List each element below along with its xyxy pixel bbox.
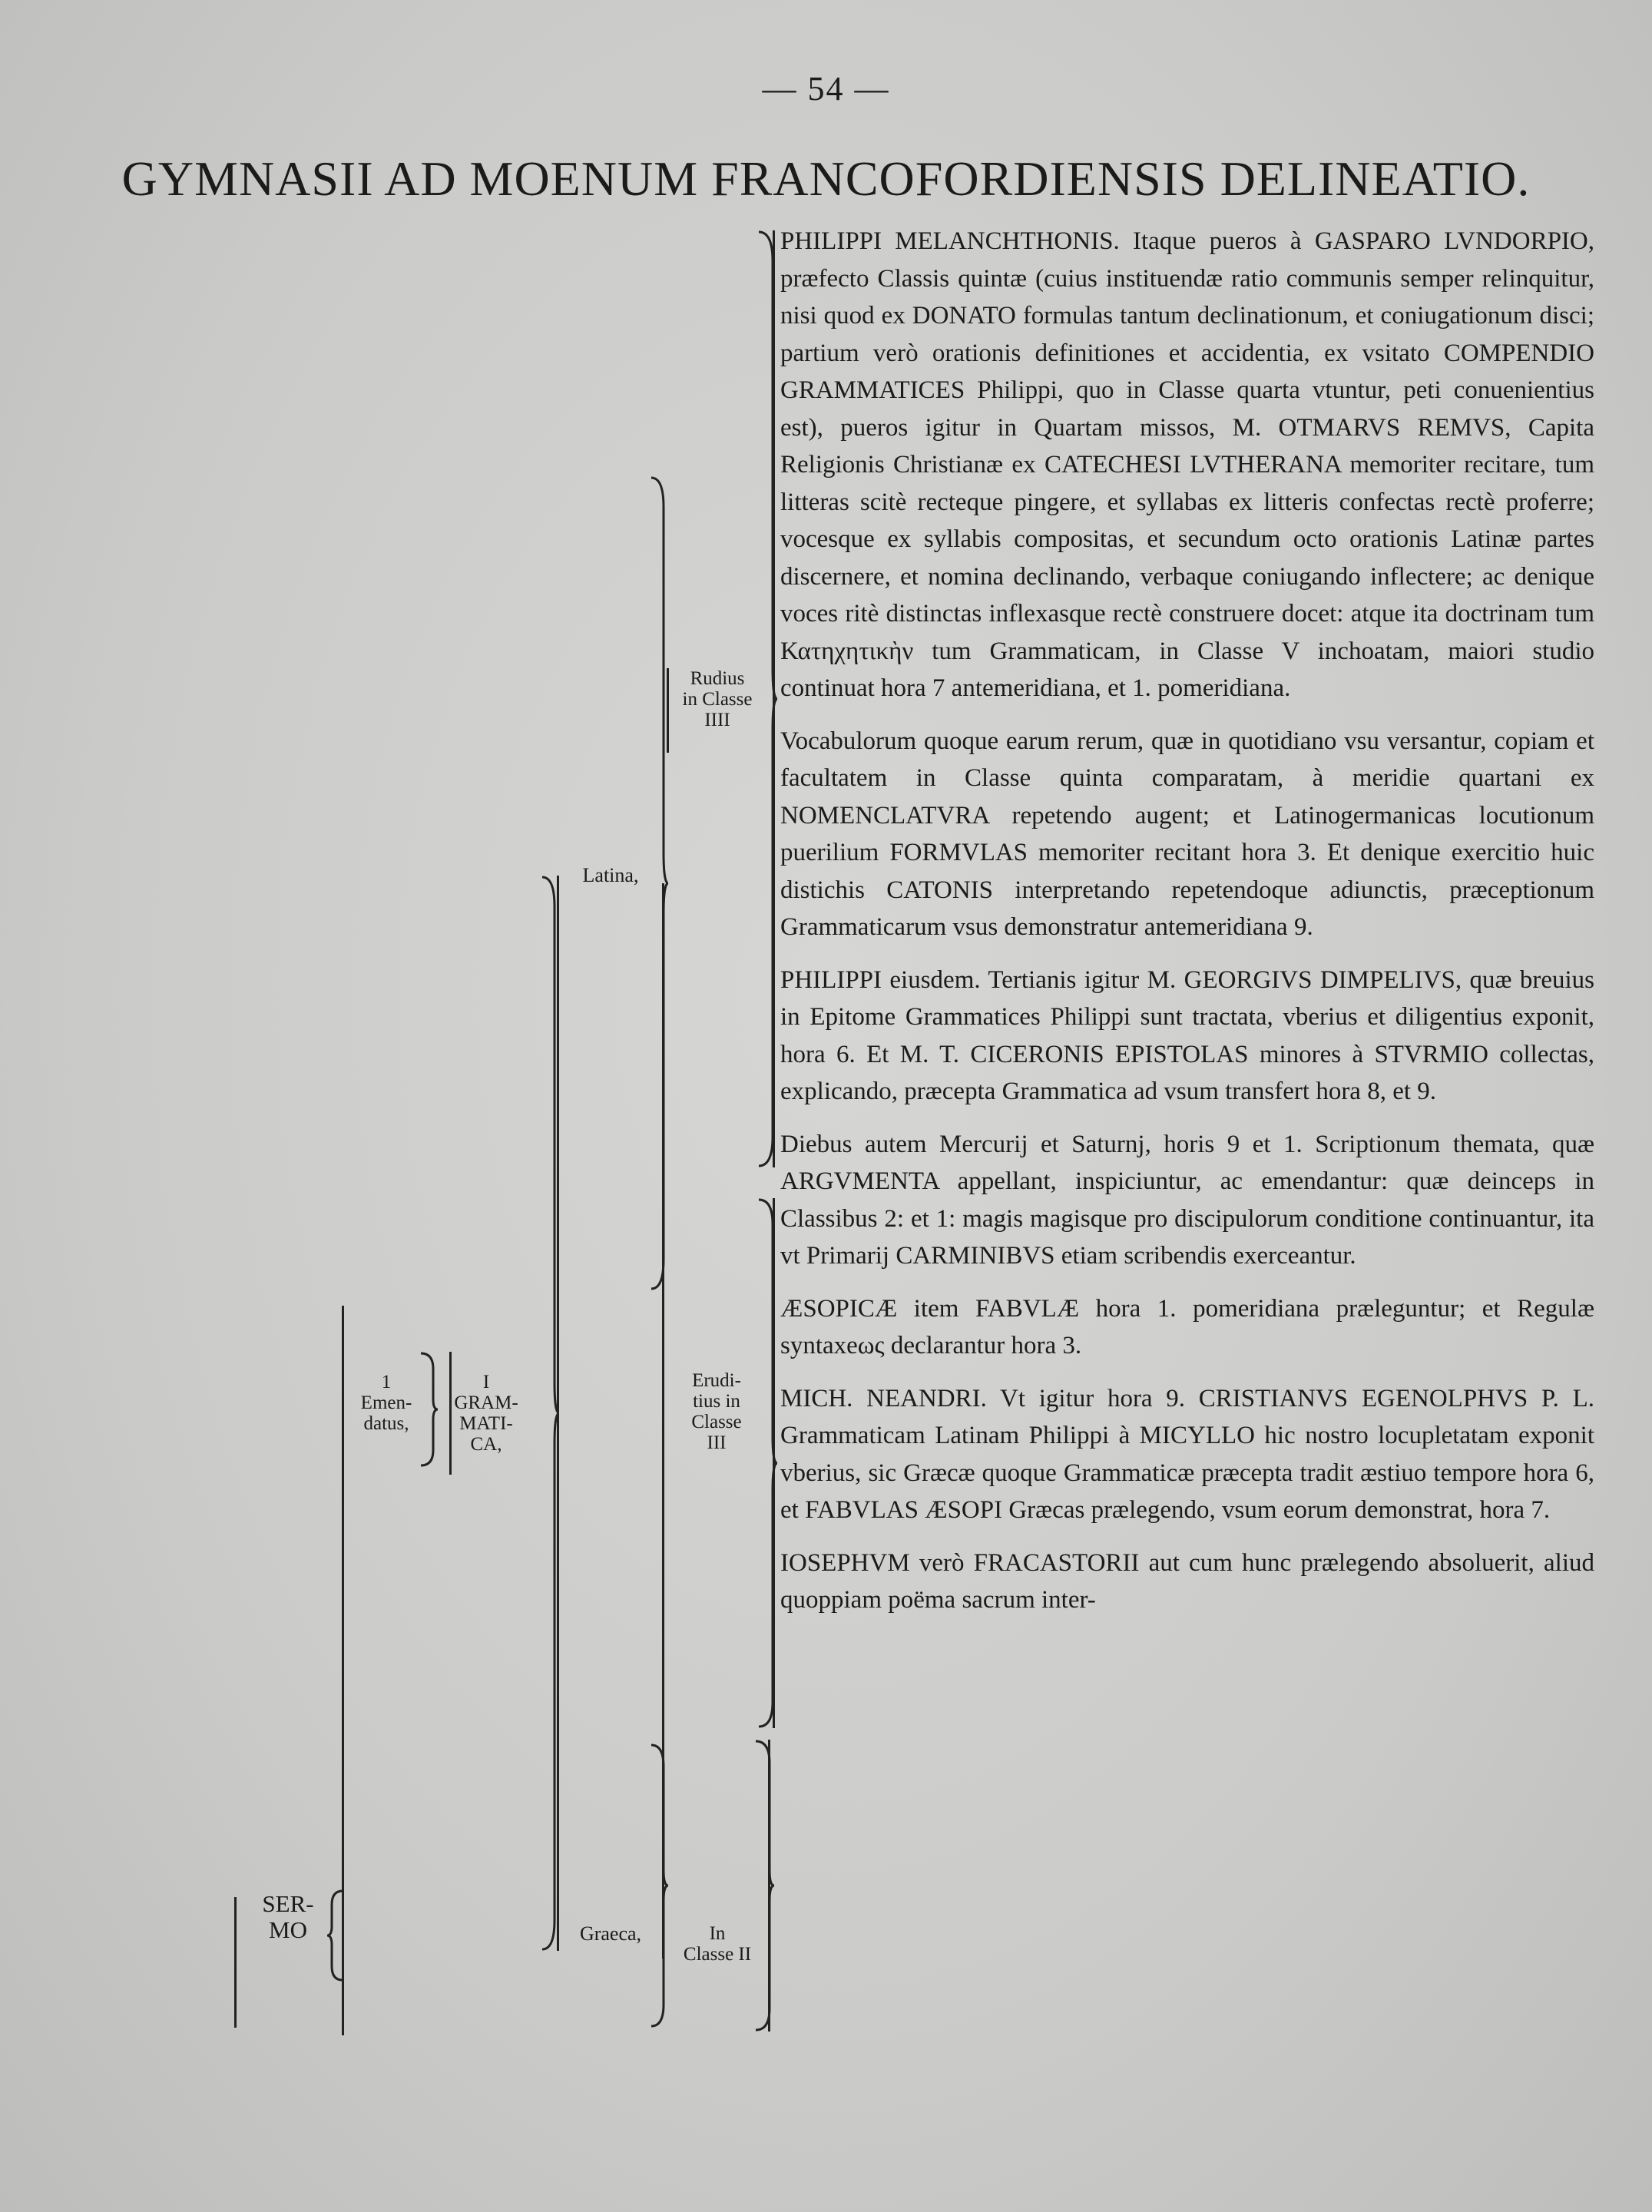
brace-graeca <box>650 1743 668 2028</box>
brace-grammatica <box>541 876 559 1951</box>
paragraph-diebus: Diebus autem Mercurij et Saturnj, horis 9 et 1. Scriptionum themata, quæ ARGVMENTA appellant, inspiciuntur, ac emendantur: quæ deinceps in Classibus 2: et 1: magis magisque pro discipulorum conditione continuantur, ita vt Primarij CARMINIBVS etiam scribendis exerceantur. <box>780 1130 1594 1270</box>
tree-label-latina: Latina, <box>582 864 639 886</box>
paragraph-neandri: MICH. NEANDRI. Vt igitur hora 9. CRISTIANVS EGENOLPHVS P. L. Grammaticam Latinam Philippi à MICYLLO hic nostro locupletatam exponit vberius, sic Græcæ quoque Grammaticæ præcepta tradit æstiuo tempore hora 6, et FABVLAS ÆSOPI Græcas prælegendo, vsum eorum demonstrat, hora 7. <box>780 1384 1594 1524</box>
paragraph-philippi-eiusdem: PHILIPPI eiusdem. Tertianis igitur M. GEORGIVS DIMPELIVS, quæ breuius in Epitome Grammatices Philippi sunt tractata, vberius et diligentius exponit, hora 6. Et M. T. CICERONIS EPISTOLAS minores à STVRMIO collectas, explicando, præcepta Grammatica ad vsum transfert hora 8, et 9. <box>780 965 1594 1105</box>
brace-eruditius <box>757 1198 777 1728</box>
paragraph-fracastorii: IOSEPHVM verò FRACASTORII aut cum hunc prælegendo absoluerit, aliud quoppiam poëma sacrum inter- <box>780 1548 1594 1614</box>
brace-latina <box>650 476 668 1290</box>
brace-emendatus <box>419 1352 438 1467</box>
tree-label-in-classe-ii: In Classe II <box>683 1923 752 1965</box>
tree-label-emendatus: 1 Emen- datus, <box>360 1372 412 1434</box>
brace-rudius <box>757 230 777 1167</box>
tree-rule-sermo <box>234 1897 237 2028</box>
brace-sermo <box>327 1889 346 1982</box>
tree-label-grammatica: I GRAM- MATI- CA, <box>454 1372 518 1455</box>
main-text-column <box>780 223 1594 1619</box>
paragraph-aesopicae: ÆSOPICÆ item FABVLÆ hora 1. pomeridiana præleguntur; et Regulæ syntaxeως declarantur hora 3. <box>780 1294 1594 1359</box>
tree-label-sermo: SER- MO <box>262 1890 314 1943</box>
paragraph-melanchthon: PHILIPPI MELANCHTHONIS. Itaque pueros à GASPARO LVNDORPIO, præfecto Classis quintæ (cuius instituendæ ratio communis semper relinquitur, nisi quod ex DONATO formulas tantum declinationum, et coniugationum disci; partium verò orationis definitiones et accidentia, ex vsitato COMPENDIO GRAMMATICES Philippi, quo in Classe quarta vtuntur, peti conuenientius est), pueros igitur in Quartam missos, M. OTMARVS REMVS, Capita Religionis Christianæ ex CATECHESI LVTHERANA memoriter recitare, tum litteras scitè recteque pingere, et syllabas ex litteris confectas rectè proferre; vocesque ex syllabis compositas, et secundum octo orationis Latinæ partes discernere, et nomina declinando, verbaque coniugando inflectere; ac denique voces ritè distinctas inflexasque rectè construere docet: atque ita doctrinam tum Κατηχητικὴν tum Grammaticam, in Classe V inchoatam, maiori studio continuat hora 7 antemeridiana, et 1. pomeridiana. <box>780 227 1594 702</box>
tree-label-graeca: Graeca, <box>579 1922 642 1945</box>
brace-in-classe-ii <box>754 1740 774 2032</box>
page-number: — 54 — <box>762 70 890 108</box>
page-title: GYMNASII AD MOENUM FRANCOFORDIENSIS DELINEATIO. <box>121 151 1531 206</box>
tree-label-eruditius: Erudi- tius in Classe III <box>691 1370 742 1453</box>
tree-label-rudius: Rudius in Classe IIII <box>682 668 753 730</box>
tree-rule-grammatica <box>449 1352 452 1475</box>
paragraph-vocabulorum: Vocabulorum quoque earum rerum, quæ in quotidiano vsu versantur, copiam et facultatem in Classe quinta comparatam, à meridie quartani ex NOMENCLATVRA repetendo augent; et Latinogermanicas locutionum puerilium FORMVLAS memoriter recitant hora 3. Et denique exercitio huic distichis CATONIS interpretando repetendoque adiunctis, præceptionum Grammaticarum vsus demonstratur antemeridiana 9. <box>780 727 1594 941</box>
